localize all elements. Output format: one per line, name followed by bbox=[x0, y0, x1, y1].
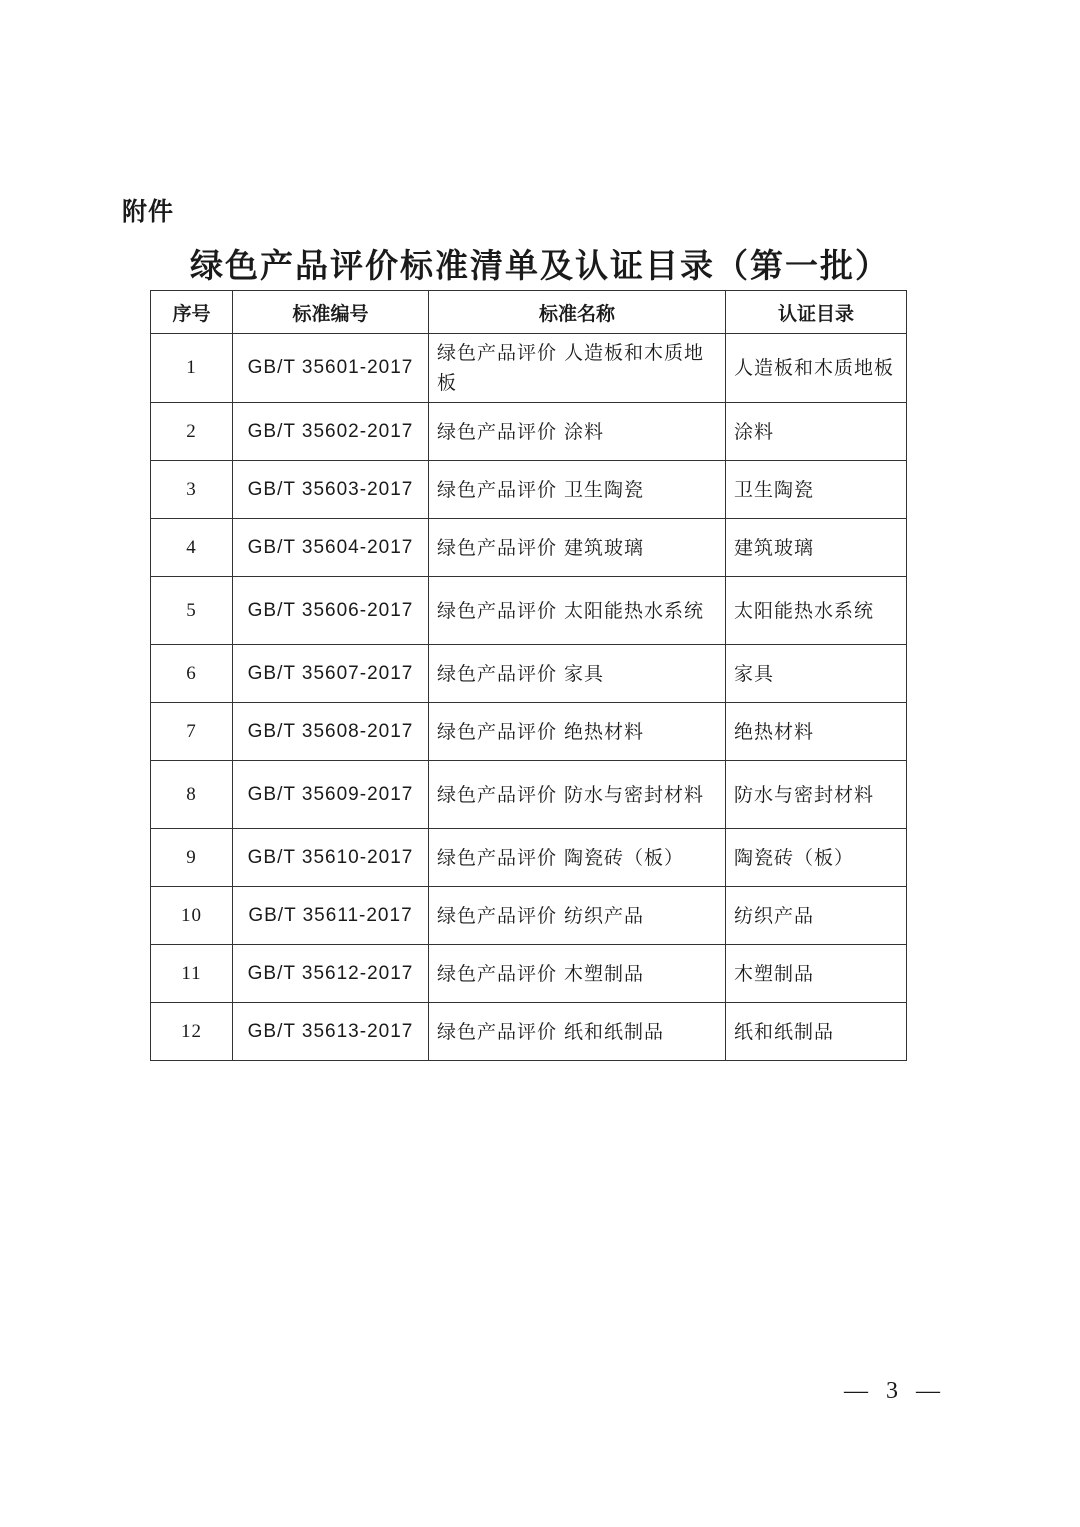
page-number: — 3 — bbox=[844, 1378, 946, 1404]
row-number: 6 bbox=[151, 645, 233, 703]
standard-name: 绿色产品评价 绝热材料 bbox=[429, 703, 726, 761]
row-number: 7 bbox=[151, 703, 233, 761]
certification-category: 木塑制品 bbox=[726, 945, 907, 1003]
standard-code: GB/T 35601-2017 bbox=[233, 334, 429, 403]
table-row bbox=[151, 519, 907, 577]
row-number: 9 bbox=[151, 829, 233, 887]
standard-name: 绿色产品评价 建筑玻璃 bbox=[429, 519, 726, 577]
table-header-row bbox=[151, 291, 907, 334]
standard-name: 绿色产品评价 家具 bbox=[429, 645, 726, 703]
table-row bbox=[151, 334, 907, 403]
header-standard-name: 标准名称 bbox=[429, 291, 726, 334]
table-row bbox=[151, 403, 907, 461]
row-number: 5 bbox=[151, 577, 233, 645]
row-number: 11 bbox=[151, 945, 233, 1003]
standard-name: 绿色产品评价 纺织产品 bbox=[429, 887, 726, 945]
standard-code: GB/T 35603-2017 bbox=[233, 461, 429, 519]
standard-code: GB/T 35608-2017 bbox=[233, 703, 429, 761]
certification-category: 纸和纸制品 bbox=[726, 1003, 907, 1061]
certification-category: 绝热材料 bbox=[726, 703, 907, 761]
row-number: 8 bbox=[151, 761, 233, 829]
row-number: 10 bbox=[151, 887, 233, 945]
certification-category: 涂料 bbox=[726, 403, 907, 461]
table-row bbox=[151, 887, 907, 945]
table-row bbox=[151, 761, 907, 829]
table-row bbox=[151, 703, 907, 761]
table-row bbox=[151, 577, 907, 645]
row-number: 4 bbox=[151, 519, 233, 577]
certification-category: 纺织产品 bbox=[726, 887, 907, 945]
row-number: 1 bbox=[151, 334, 233, 403]
header-standard-code: 标准编号 bbox=[233, 291, 429, 334]
standard-code: GB/T 35602-2017 bbox=[233, 403, 429, 461]
certification-category: 人造板和木质地板 bbox=[726, 334, 907, 403]
certification-category: 陶瓷砖（板） bbox=[726, 829, 907, 887]
standard-name: 绿色产品评价 陶瓷砖（板） bbox=[429, 829, 726, 887]
certification-category: 卫生陶瓷 bbox=[726, 461, 907, 519]
header-certification-catalog: 认证目录 bbox=[726, 291, 907, 334]
standard-name: 绿色产品评价 涂料 bbox=[429, 403, 726, 461]
standard-name: 绿色产品评价 人造板和木质地板 bbox=[429, 334, 726, 403]
row-number: 12 bbox=[151, 1003, 233, 1061]
row-number: 3 bbox=[151, 461, 233, 519]
header-serial-number: 序号 bbox=[151, 291, 233, 334]
standard-name: 绿色产品评价 纸和纸制品 bbox=[429, 1003, 726, 1061]
standard-code: GB/T 35606-2017 bbox=[233, 577, 429, 645]
certification-category: 建筑玻璃 bbox=[726, 519, 907, 577]
standard-name: 绿色产品评价 卫生陶瓷 bbox=[429, 461, 726, 519]
standard-name: 绿色产品评价 太阳能热水系统 bbox=[429, 577, 726, 645]
certification-category: 家具 bbox=[726, 645, 907, 703]
certification-category: 防水与密封材料 bbox=[726, 761, 907, 829]
document-title: 绿色产品评价标准清单及认证目录（第一批） bbox=[190, 246, 890, 285]
standard-code: GB/T 35604-2017 bbox=[233, 519, 429, 577]
table-row bbox=[151, 461, 907, 519]
standard-code: GB/T 35612-2017 bbox=[233, 945, 429, 1003]
row-number: 2 bbox=[151, 403, 233, 461]
standard-code: GB/T 35607-2017 bbox=[233, 645, 429, 703]
certification-category: 太阳能热水系统 bbox=[726, 577, 907, 645]
table-row bbox=[151, 1003, 907, 1061]
table-row bbox=[151, 645, 907, 703]
standard-code: GB/T 35609-2017 bbox=[233, 761, 429, 829]
standards-table bbox=[150, 290, 907, 1061]
standard-name: 绿色产品评价 木塑制品 bbox=[429, 945, 726, 1003]
standard-code: GB/T 35611-2017 bbox=[233, 887, 429, 945]
standard-code: GB/T 35610-2017 bbox=[233, 829, 429, 887]
standard-code: GB/T 35613-2017 bbox=[233, 1003, 429, 1061]
table-row bbox=[151, 945, 907, 1003]
attachment-label: 附件 bbox=[122, 197, 175, 226]
table-row bbox=[151, 829, 907, 887]
standard-name: 绿色产品评价 防水与密封材料 bbox=[429, 761, 726, 829]
